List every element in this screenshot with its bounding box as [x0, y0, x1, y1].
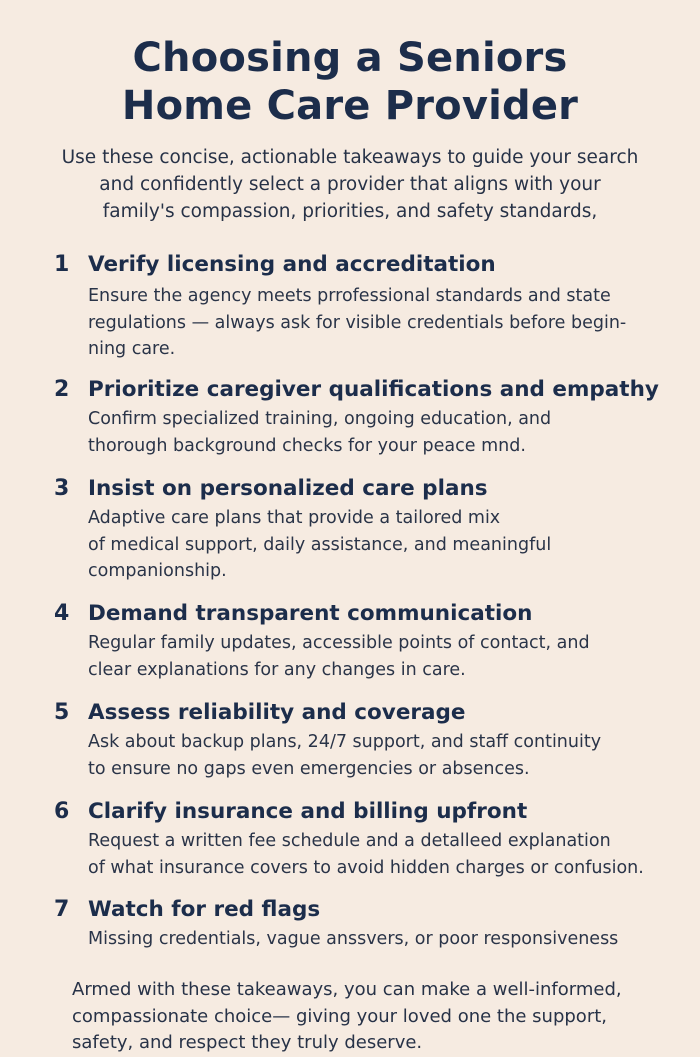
item-description-line: thorough background checks for your peace mnd.: [88, 435, 526, 456]
item-description-line: ning care.: [88, 339, 176, 359]
item-description: [88, 729, 648, 782]
item-number: 7: [54, 897, 70, 922]
intro-paragraph: [60, 144, 640, 225]
intro-line-2: and confidently select a provider that aligns with your: [99, 174, 601, 195]
item-heading: Prioritize caregiver qualifications and empathy: [88, 377, 659, 402]
item-heading: Verify licensing and accreditation: [88, 252, 496, 277]
item-description-line: of medical support, daily assistance, and meaningful: [88, 534, 552, 555]
item-number: 5: [54, 700, 70, 725]
page-title-line-2: Home Care Provider: [121, 83, 579, 129]
item-description-line: Confirm specialized training, ongoing education, and: [88, 409, 552, 429]
item-description-line: regulations — always ask for visible credentials before begin-: [88, 312, 627, 333]
item-description: [88, 505, 648, 585]
item-heading: Insist on personalized care plans: [88, 476, 488, 501]
closing-line-2: compassionate choice— giving your loved one the support,: [72, 1005, 607, 1027]
item-description: [88, 828, 648, 881]
item-number: 6: [54, 799, 70, 824]
item-description: [88, 630, 648, 683]
intro-line-1: Use these concise, actionable takeaways to guide your search: [61, 147, 639, 168]
closing-line-3: safety, and respect they truly deserve.: [72, 1032, 423, 1053]
item-description-line: of what insurance covers to avoid hidden charges or confusion.: [88, 857, 644, 878]
item-description-line: Regular family updates, accessible points of contact, and: [88, 633, 590, 653]
item-description-line: Ask about backup plans, 24/7 support, and staff continuity: [88, 732, 602, 752]
page-title-line-1: Choosing a Seniors: [132, 35, 568, 81]
item-number: 1: [54, 252, 70, 277]
item-heading: Clarify insurance and billing upfront: [88, 799, 528, 824]
page-title: [0, 34, 700, 130]
item-description-line: to ensure no gaps even emergencies or absences.: [88, 758, 530, 779]
item-heading: Watch for red flags: [88, 897, 321, 922]
item-description-line: clear explanations for any changes in care.: [88, 659, 466, 680]
item-number: 3: [54, 476, 70, 501]
item-description-line: Ensure the agency meets prrofessional standards and state: [88, 286, 611, 306]
closing-line-1: Armed with these takeaways, you can make a well-informed,: [72, 979, 622, 1000]
item-description-line: Adaptive care plans that provide a tailored mix: [88, 508, 501, 528]
item-description-line: Request a written fee schedule and a detalleed explanation: [88, 831, 611, 851]
item-number: 4: [54, 601, 70, 626]
item-description: [88, 926, 648, 953]
item-description-line: companionship.: [88, 561, 227, 581]
intro-line-3: family's compassion, priorities, and safety standards,: [102, 201, 598, 222]
item-heading: Assess reliability and coverage: [88, 700, 466, 725]
item-description: [88, 283, 648, 363]
closing-paragraph: [72, 977, 672, 1057]
item-description-line: Missing credentials, vague anssvers, or poor responsiveness: [88, 929, 619, 949]
item-heading: Demand transparent communication: [88, 601, 533, 626]
item-number: 2: [54, 377, 70, 402]
item-description: [88, 406, 648, 459]
